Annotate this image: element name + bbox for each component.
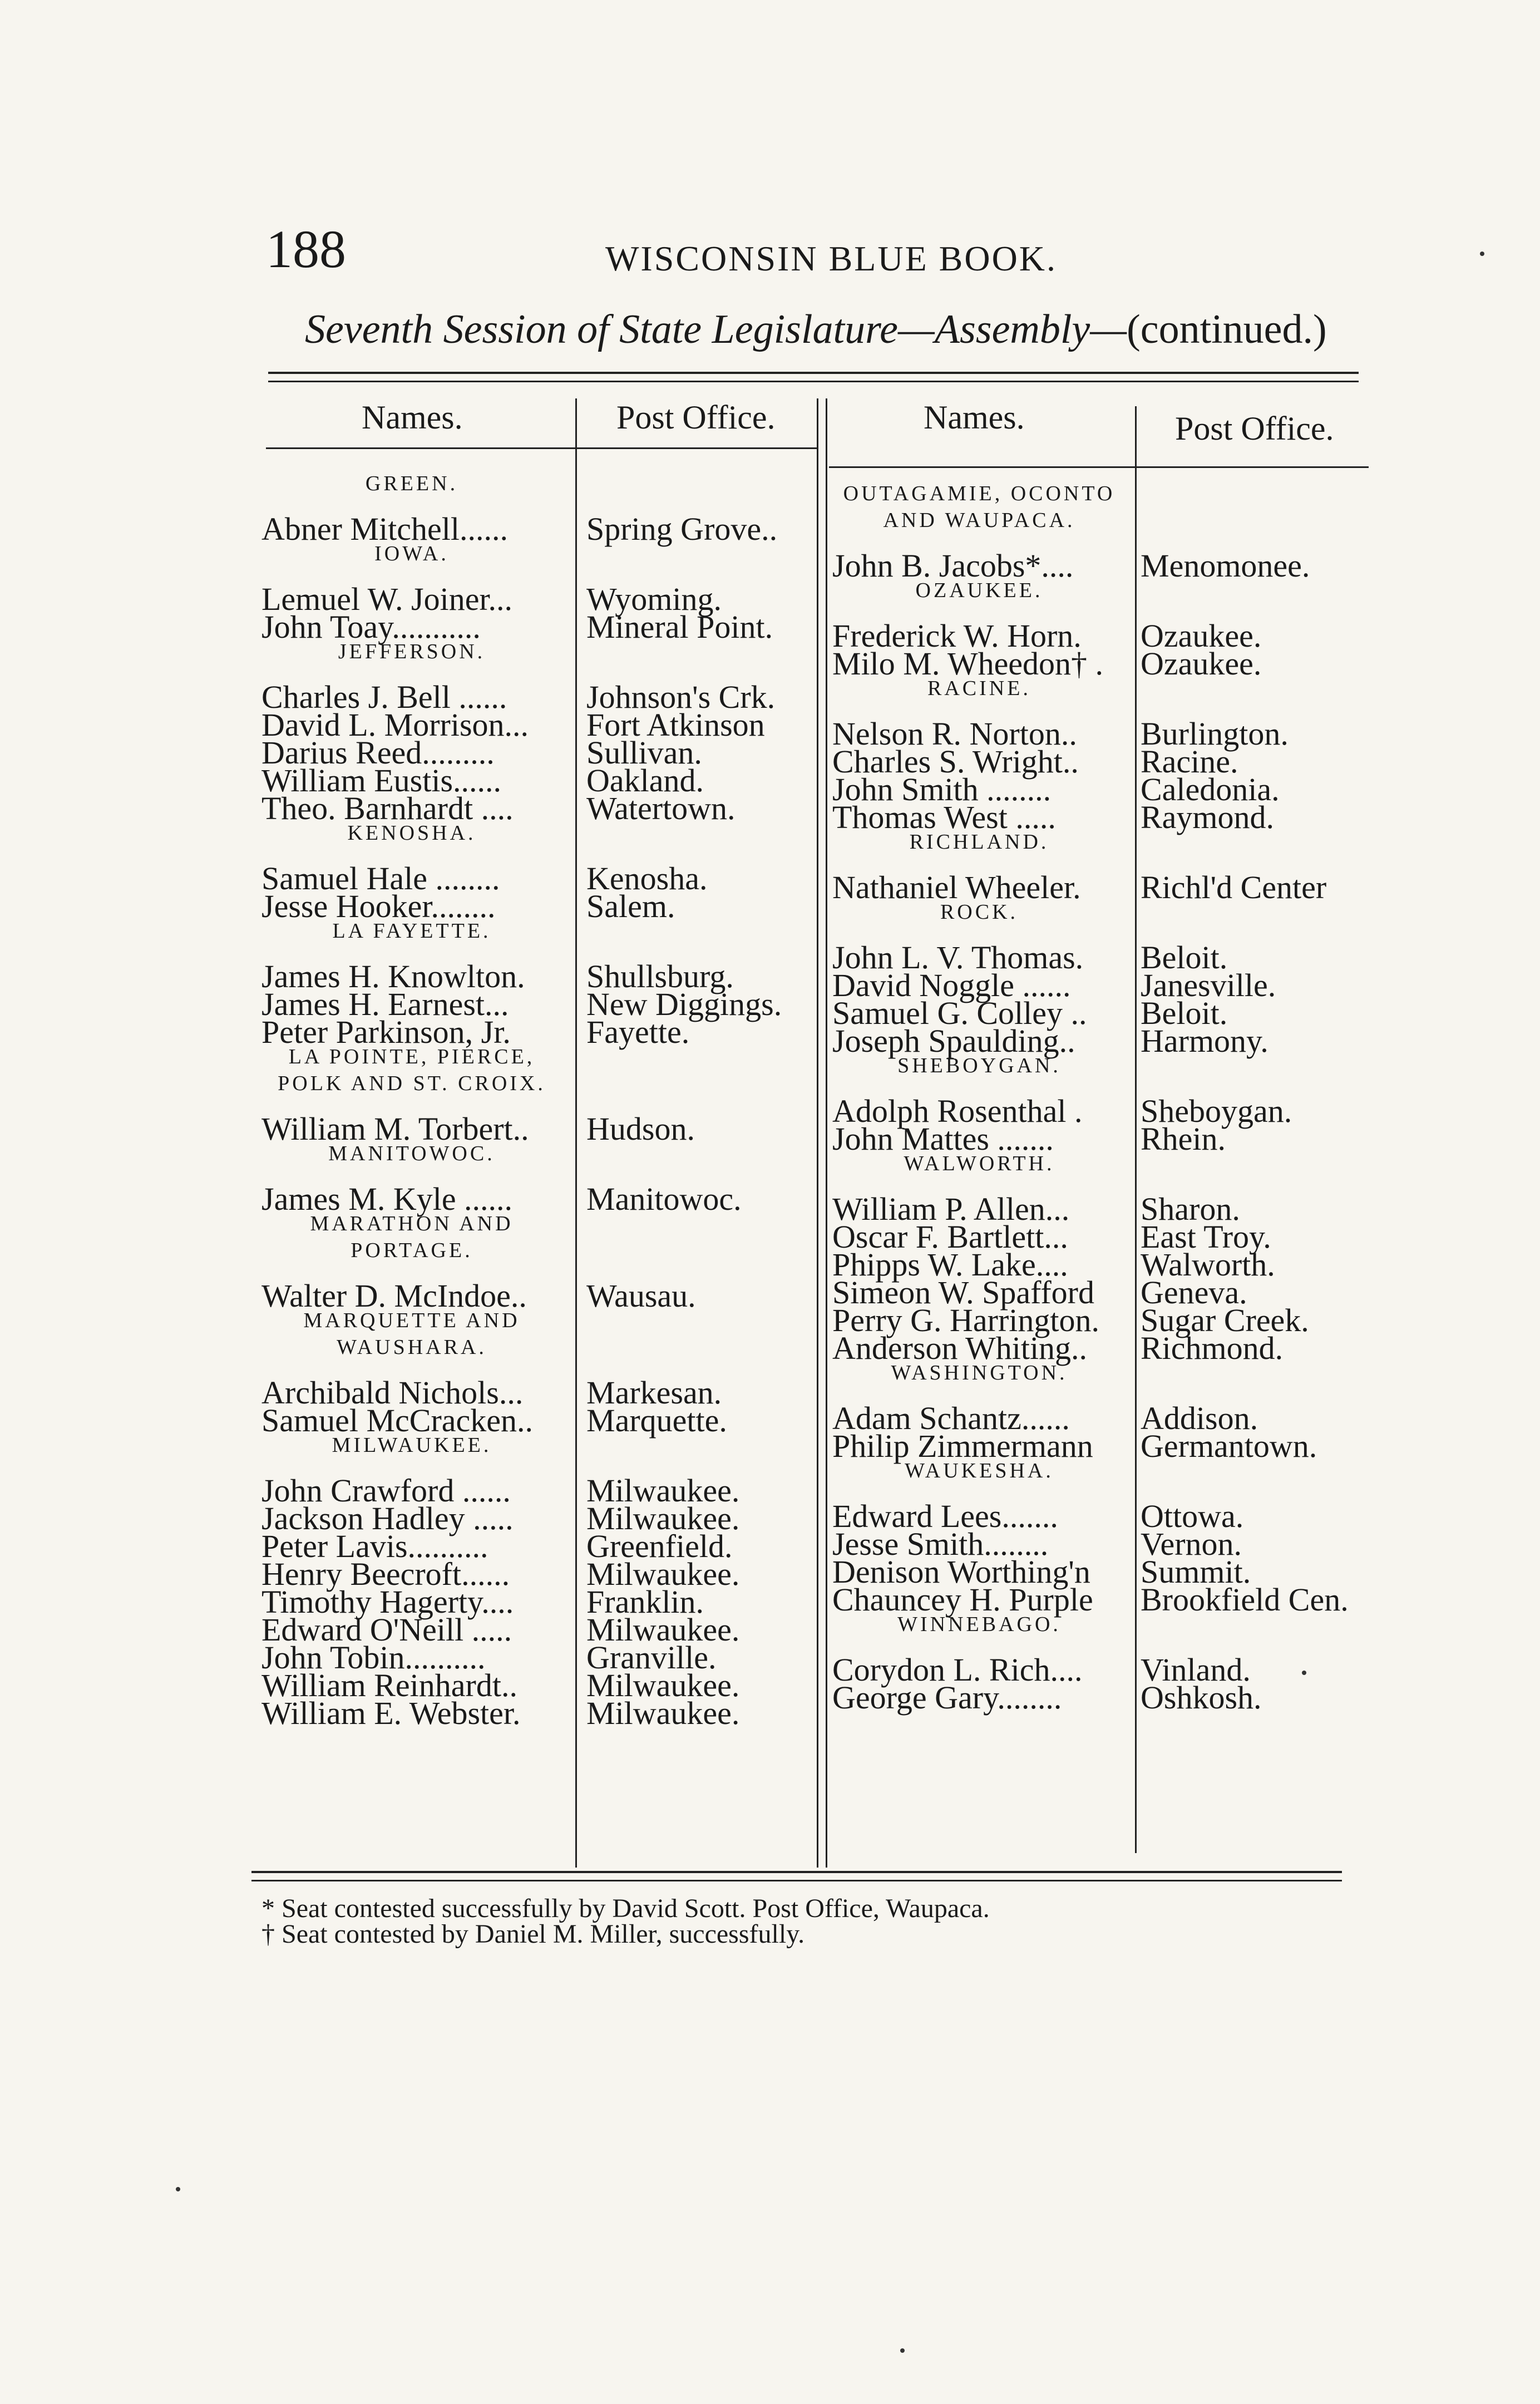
member-post-office: Mineral Point. [586,609,773,645]
member-name: Corydon L. Rich.... [832,1652,1083,1688]
header-underline-left [266,447,817,449]
county-heading [829,1151,1129,1178]
member-name: Lemuel W. Joiner... [261,581,513,617]
member-post-office: Watertown. [586,790,736,826]
member-name: Nelson R. Norton.. [832,716,1077,752]
member-name: John Tobin.......... [261,1639,486,1676]
member-name: Oscar F. Bartlett... [832,1219,1068,1255]
member-name: Samuel G. Colley .. [832,995,1087,1031]
county-heading-line: RACINE. [927,677,1031,700]
subtitle-continued: (continued.) [1127,307,1327,352]
print-speck [900,2348,905,2353]
county-heading-line: WALWORTH. [904,1152,1055,1175]
member-post-office: New Diggings. [586,986,782,1022]
member-post-office: Ozaukee. [1141,646,1262,682]
county-heading [261,541,562,568]
member-post-office: Richl'd Center [1141,869,1327,905]
member-post-office: Sullivan. [586,735,702,771]
member-name: Edward O'Neill ..... [261,1612,512,1648]
county-heading-line: GREEN. [365,472,458,495]
member-post-office: Summit. [1141,1554,1251,1590]
member-name: James M. Kyle ...... [261,1181,513,1217]
member-post-office: Harmony. [1141,1023,1268,1059]
member-name: Chauncey H. Purple [832,1582,1093,1618]
member-post-office: Spring Grove.. [586,511,778,547]
member-name: Philip Zimmermann [832,1428,1093,1464]
member-post-office: Rhein. [1141,1121,1226,1157]
county-heading-line: POLK AND ST. CROIX. [278,1071,546,1095]
county-heading-line: OUTAGAMIE, OCONTO [843,482,1115,505]
county-heading [829,676,1129,702]
divider-center-b [826,398,827,1868]
county-heading-line: KENOSHA. [347,821,476,845]
member-post-office: Brookfield Cen. [1141,1582,1349,1618]
county-heading-line: PORTAGE. [351,1238,473,1262]
member-name: John B. Jacobs*.... [832,548,1074,584]
member-post-office: Beloit. [1141,995,1228,1031]
header-post-office-right: Post Office. [1175,410,1334,447]
header-post-office-left: Post Office. [616,399,776,436]
member-post-office: Milwaukee. [586,1500,740,1536]
county-heading-line: SHEBOYGAN. [897,1054,1061,1077]
member-name: James H. Knowlton. [261,958,525,994]
member-name: John Mattes ....... [832,1121,1054,1157]
county-heading [829,1612,1129,1638]
member-post-office: Greenfield. [586,1528,733,1564]
member-name: Jackson Hadley ..... [261,1500,514,1536]
member-post-office: Addison. [1141,1400,1258,1436]
member-name: Simeon W. Spafford [832,1274,1094,1311]
member-name: Samuel McCracken.. [261,1402,534,1439]
member-post-office: Manitowoc. [586,1181,742,1217]
county-heading [829,1458,1129,1485]
member-name: Denison Worthing'n [832,1554,1090,1590]
print-speck [1302,1671,1306,1675]
member-post-office: Hudson. [586,1111,695,1147]
member-post-office: Raymond. [1141,799,1275,835]
member-name: Theo. Barnhardt .... [261,790,514,826]
member-post-office: Shullsburg. [586,958,734,994]
county-heading-line: MILWAUKEE. [332,1433,492,1457]
county-heading [261,1308,562,1361]
county-heading [829,481,1129,534]
member-post-office: Granville. [586,1639,717,1676]
header-rule-top [268,372,1359,374]
member-post-office: Kenosha. [586,860,708,896]
member-post-office: Janesville. [1141,967,1276,1003]
member-name: David Noggle ...... [832,967,1071,1003]
member-name: Joseph Spaulding.. [832,1023,1075,1059]
county-heading-line: WAUKESHA. [905,1459,1054,1482]
member-name: William E. Webster. [261,1695,521,1731]
member-post-office: Caledonia. [1141,771,1280,807]
member-name: Phipps W. Lake.... [832,1247,1068,1283]
member-post-office: Germantown. [1141,1428,1317,1464]
county-heading-line: LA POINTE, PIERCE, [288,1045,535,1068]
member-name: John Toay........... [261,609,481,645]
member-post-office: Johnson's Crk. [586,679,776,715]
county-heading [829,1053,1129,1080]
county-heading-line: ROCK. [940,900,1019,924]
county-heading [261,1211,562,1264]
county-heading [829,578,1129,604]
member-post-office: Geneva. [1141,1274,1247,1311]
member-name: William M. Torbert.. [261,1111,529,1147]
member-post-office: Wyoming. [586,581,722,617]
member-post-office: Walworth. [1141,1247,1275,1283]
member-post-office: Beloit. [1141,939,1228,976]
county-heading-line: JEFFERSON. [338,640,486,663]
footnote-2: † Seat contested by Daniel M. Miller, successfully. [261,1919,805,1949]
member-name: Milo M. Wheedon† . [832,646,1104,682]
member-name: Charles J. Bell ...... [261,679,507,715]
county-heading-line: MARQUETTE AND [303,1309,520,1332]
county-heading-line: OZAUKEE. [915,579,1043,602]
member-name: Darius Reed......... [261,735,495,771]
member-name: Peter Lavis.......... [261,1528,488,1564]
member-post-office: Markesan. [586,1375,722,1411]
running-head: WISCONSIN BLUE BOOK. [605,239,1057,278]
county-heading-line: AND WAUPACA. [883,508,1075,532]
county-heading [261,639,562,666]
county-heading-line: LA FAYETTE. [332,919,491,943]
member-name: John Crawford ...... [261,1472,511,1509]
member-name: William P. Allen... [832,1191,1070,1227]
member-name: Henry Beecroft...... [261,1556,510,1592]
member-post-office: Fort Atkinson [586,707,765,743]
county-heading [261,471,562,497]
county-heading [829,829,1129,856]
member-post-office: Vernon. [1141,1526,1242,1562]
member-name: Thomas West ..... [832,799,1056,835]
county-heading-line: MANITOWOC. [328,1142,495,1165]
print-speck [176,2187,180,2191]
county-heading-line: RICHLAND. [909,830,1049,854]
member-name: Adam Schantz...... [832,1400,1070,1436]
member-post-office: Menomonee. [1141,548,1310,584]
header-names-left: Names. [362,399,463,436]
member-name: Perry G. Harrington. [832,1302,1100,1338]
county-heading [261,1044,562,1097]
county-heading [261,820,562,847]
county-heading [829,1360,1129,1387]
member-name: William Reinhardt.. [261,1667,517,1703]
member-name: Jesse Hooker........ [261,888,496,924]
county-heading [261,1141,562,1167]
member-post-office: Salem. [586,888,675,924]
member-post-office: Milwaukee. [586,1612,740,1648]
header-names-right: Names. [924,399,1025,436]
page-number: 188 [266,219,346,279]
member-name: Archibald Nichols... [261,1375,524,1411]
member-post-office: Sharon. [1141,1191,1240,1227]
member-post-office: Burlington. [1141,716,1289,752]
member-name: Charles S. Wright.. [832,743,1079,780]
county-heading [261,1432,562,1459]
member-post-office: Wausau. [586,1278,696,1314]
member-post-office: Milwaukee. [586,1667,740,1703]
member-name: Abner Mitchell...... [261,511,508,547]
member-post-office: Racine. [1141,743,1238,780]
member-name: George Gary........ [832,1679,1062,1716]
footer-rule-bottom [251,1880,1342,1881]
member-name: Nathaniel Wheeler. [832,869,1081,905]
member-post-office: Franklin. [586,1584,704,1620]
member-post-office: Marquette. [586,1402,727,1439]
member-post-office: Oakland. [586,762,704,799]
divider-right-inner [1135,406,1137,1853]
footer-rule-top [251,1871,1342,1873]
member-name: Peter Parkinson, Jr. [261,1014,511,1050]
member-post-office: Oshkosh. [1141,1679,1262,1716]
footnote-1: * Seat contested successfully by David Scott. Post Office, Waupaca. [261,1894,990,1923]
county-heading-line: IOWA. [374,542,449,565]
member-name: Adolph Rosenthal . [832,1093,1083,1129]
member-name: Walter D. McIndoe.. [261,1278,527,1314]
member-name: Frederick W. Horn. [832,618,1082,654]
member-post-office: Vinland. [1141,1652,1251,1688]
county-heading-line: WASHINGTON. [891,1361,1068,1385]
print-speck [1480,252,1484,256]
divider-center-a [817,398,818,1868]
divider-left-inner [575,398,577,1868]
county-heading [829,899,1129,926]
member-name: Timothy Hagerty.... [261,1584,514,1620]
header-underline-right [829,466,1369,468]
member-name: Anderson Whiting.. [832,1330,1088,1366]
member-post-office: Fayette. [586,1014,690,1050]
member-name: David L. Morrison... [261,707,529,743]
table-subtitle [305,306,1327,353]
member-name: Samuel Hale ........ [261,860,500,896]
member-name: Edward Lees....... [832,1498,1058,1534]
member-name: John Smith ........ [832,771,1052,807]
member-post-office: Ottowa. [1141,1498,1244,1534]
county-heading-line: MARATHON AND [310,1212,514,1235]
member-post-office: Milwaukee. [586,1556,740,1592]
county-heading [261,918,562,945]
member-name: John L. V. Thomas. [832,939,1084,976]
member-name: Jesse Smith........ [832,1526,1049,1562]
member-post-office: Sugar Creek. [1141,1302,1309,1338]
member-name: James H. Earnest... [261,986,509,1022]
header-rule-bottom [268,381,1359,382]
member-post-office: Milwaukee. [586,1472,740,1509]
member-post-office: Richmond. [1141,1330,1284,1366]
county-heading-line: WAUSHARA. [337,1335,487,1359]
member-name: William Eustis...... [261,762,502,799]
member-post-office: East Troy. [1141,1219,1271,1255]
county-heading-line: WINNEBAGO. [897,1613,1061,1636]
subtitle-main: Seventh Session of State Legislature—Assembly— [305,307,1127,352]
member-post-office: Ozaukee. [1141,618,1262,654]
member-post-office: Milwaukee. [586,1695,740,1731]
member-post-office: Sheboygan. [1141,1093,1292,1129]
